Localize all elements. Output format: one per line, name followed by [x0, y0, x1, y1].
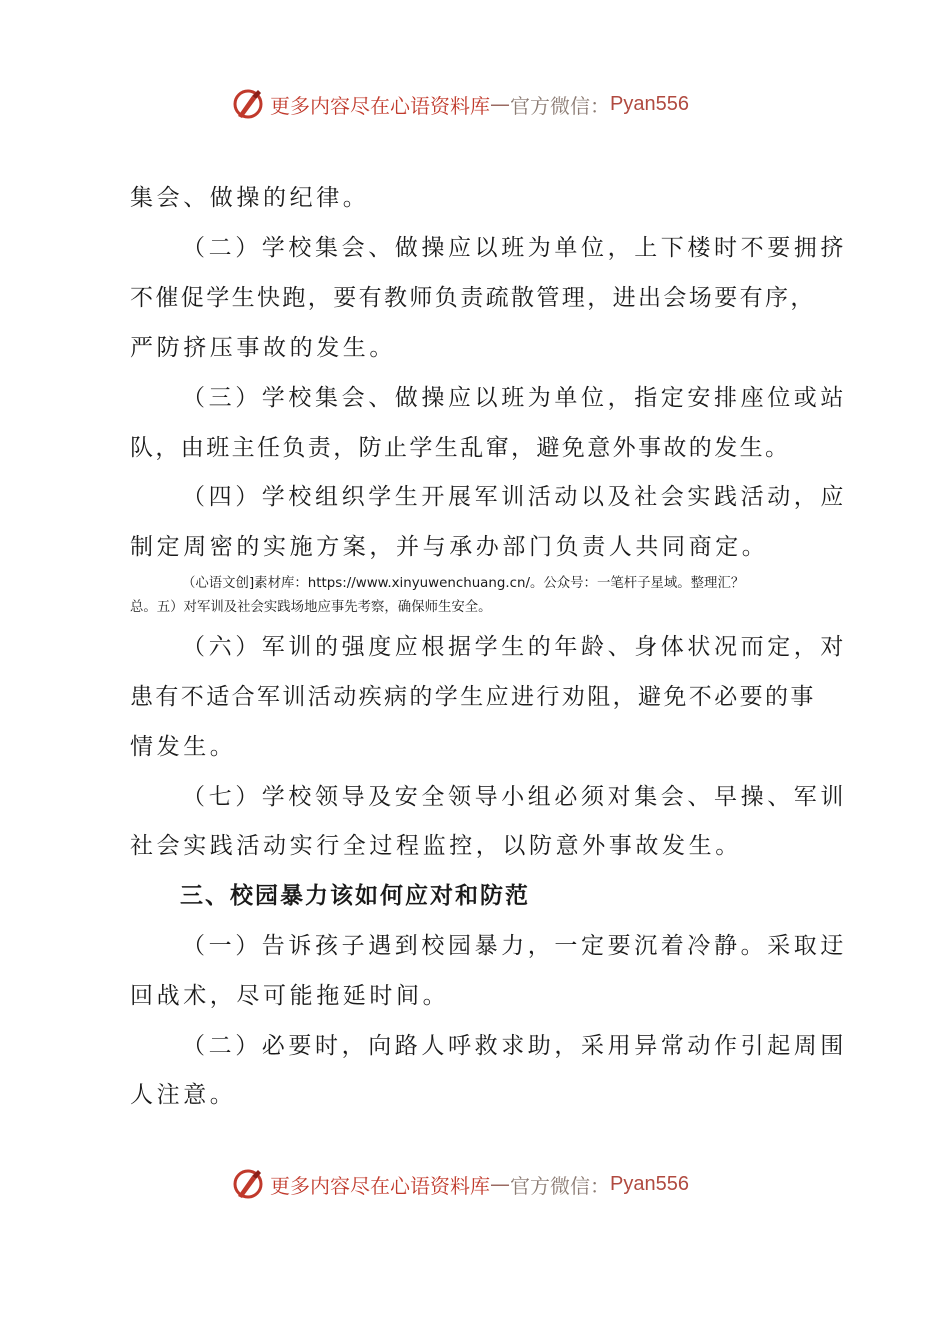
banner-wechat-id: Pyan556	[610, 1172, 689, 1195]
body-line: 队，由班主任负责，防止学生乱窜，避免意外事故的发生。	[130, 435, 791, 461]
body-line: （七）学校领导及安全领导小组必须对集会、早操、军训	[182, 784, 847, 810]
header-banner	[230, 84, 689, 124]
body-line: （三）学校集会、做操应以班为单位，指定安排座位或站	[182, 385, 847, 411]
banner-wechat-id: Pyan556	[610, 92, 689, 115]
footer-banner	[230, 1164, 689, 1204]
watermark-note: 总。五）对军训及社会实践场地应事先考察，确保师生安全。	[130, 600, 492, 615]
banner-wechat-label: 官方微信：	[510, 93, 610, 118]
pen-logo-icon	[230, 86, 266, 122]
pen-logo-icon	[230, 1166, 266, 1202]
body-line: 回战术，尽可能拖延时间。	[130, 983, 450, 1009]
banner-main-text: 更多内容尽在心语资料库	[270, 1173, 490, 1198]
body-line: 患有不适合军训活动疾病的学生应进行劝阻，避免不必要的事	[130, 684, 816, 710]
body-line: （二）学校集会、做操应以班为单位，上下楼时不要拥挤	[182, 235, 847, 261]
section-heading: 三、校园暴力该如何应对和防范	[180, 882, 530, 909]
banner-main-text: 更多内容尽在心语资料库	[270, 93, 490, 118]
body-line: （一）告诉孩子遇到校园暴力，一定要沉着冷静。采取迂	[182, 933, 847, 959]
body-line: 制定周密的实施方案，并与承办部门负责人共同商定。	[130, 534, 769, 560]
banner-dash: —	[490, 92, 510, 116]
body-line: 严防挤压事故的发生。	[130, 335, 396, 361]
body-line: 人注意。	[130, 1082, 237, 1108]
body-line: （二）必要时，向路人呼救求助，采用异常动作引起周围	[182, 1033, 847, 1059]
body-line: 社会实践活动实行全过程监控，以防意外事故发生。	[130, 833, 742, 859]
body-line: （四）学校组织学生开展军训活动以及社会实践活动，应	[182, 484, 847, 510]
body-line: 集会、做操的纪律。	[130, 185, 370, 211]
banner-dash: —	[490, 1172, 510, 1196]
body-line: 情发生。	[130, 734, 237, 760]
body-line: 不催促学生快跑，要有教师负责疏散管理，进出会场要有序，	[130, 285, 816, 311]
watermark-note: （心语文创]素材库：https://www.xinyuwenchuang.cn/。公众号：一笔杆子星域。整理汇？	[182, 576, 745, 591]
banner-wechat-label: 官方微信：	[510, 1173, 610, 1198]
body-line: （六）军训的强度应根据学生的年龄、身体状况而定，对	[182, 634, 847, 660]
